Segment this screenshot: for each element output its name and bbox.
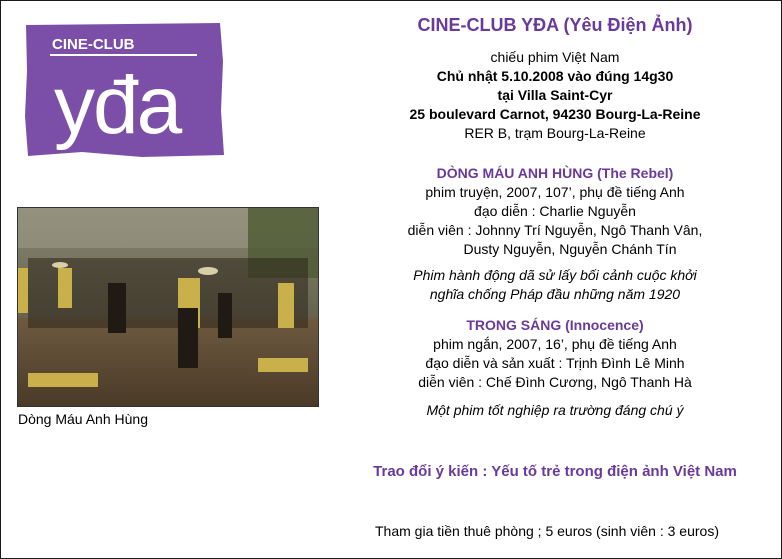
film1-block [340, 164, 770, 259]
logo-main-text: yđa [54, 60, 181, 151]
film1-desc-line2: nghĩa chống Pháp đầu những năm 1920 [429, 286, 681, 302]
film2-desc: Một phim tốt nghiệp ra trường đáng chú ý [426, 402, 684, 418]
film2-description [340, 401, 770, 420]
event-transport: RER B, trạm Bourg-La-Reine [464, 125, 646, 141]
film1-desc-line1: Phim hành động dã sử lấy bối cảnh cuộc khởi [413, 267, 697, 283]
logo-top-text: CINE-CLUB [52, 36, 135, 53]
cine-club-logo [22, 21, 226, 159]
event-date: Chủ nhật 5.10.2008 vào đúng 14g30 [436, 68, 674, 84]
film1-description [340, 266, 770, 304]
discussion-topic: Trao đổi ý kiến : Yếu tố trẻ trong điện ảnh Việt Nam [373, 463, 737, 480]
event-address: 25 boulevard Carnot, 94230 Bourg-La-Reine [409, 106, 701, 122]
event-info [340, 48, 770, 143]
event-subtitle: chiếu phim Việt Nam [490, 49, 620, 65]
film2-title: TRONG SÁNG (Innocence) [466, 317, 644, 333]
film2-director: đạo diễn và sản xuất : Trịnh Đình Lê Minh [425, 355, 685, 371]
film-still-photo [17, 207, 319, 407]
film1-cast: diễn viên : Johnny Trí Nguyễn, Ngô Thanh Vân, [407, 222, 703, 238]
page-title: CINE-CLUB YĐA (Yêu Điện Ảnh) [417, 15, 693, 35]
event-venue: tại Villa Saint-Cyr [497, 87, 613, 103]
photo-caption: Dòng Máu Anh Hùng [18, 411, 148, 427]
film1-director: đạo diễn : Charlie Nguyễn [474, 203, 636, 219]
film1-title: DÒNG MÁU ANH HÙNG (The Rebel) [436, 165, 674, 181]
film2-cast: diễn viên : Chế Đình Cương, Ngô Thanh Hà [418, 374, 692, 390]
logo-graphic [22, 21, 226, 159]
film1-info: phim truyện, 2007, 107’, phụ đề tiếng Anh [425, 184, 685, 200]
admission-fee: Tham gia tiền thuê phòng ; 5 euros (sinh viên : 3 euros) [375, 523, 719, 539]
film1-cast-cont: Dusty Nguyễn, Nguyễn Chánh Tín [463, 241, 677, 257]
film2-block [340, 316, 770, 392]
film2-info: phim ngắn, 2007, 16’, phụ đề tiếng Anh [433, 336, 677, 352]
